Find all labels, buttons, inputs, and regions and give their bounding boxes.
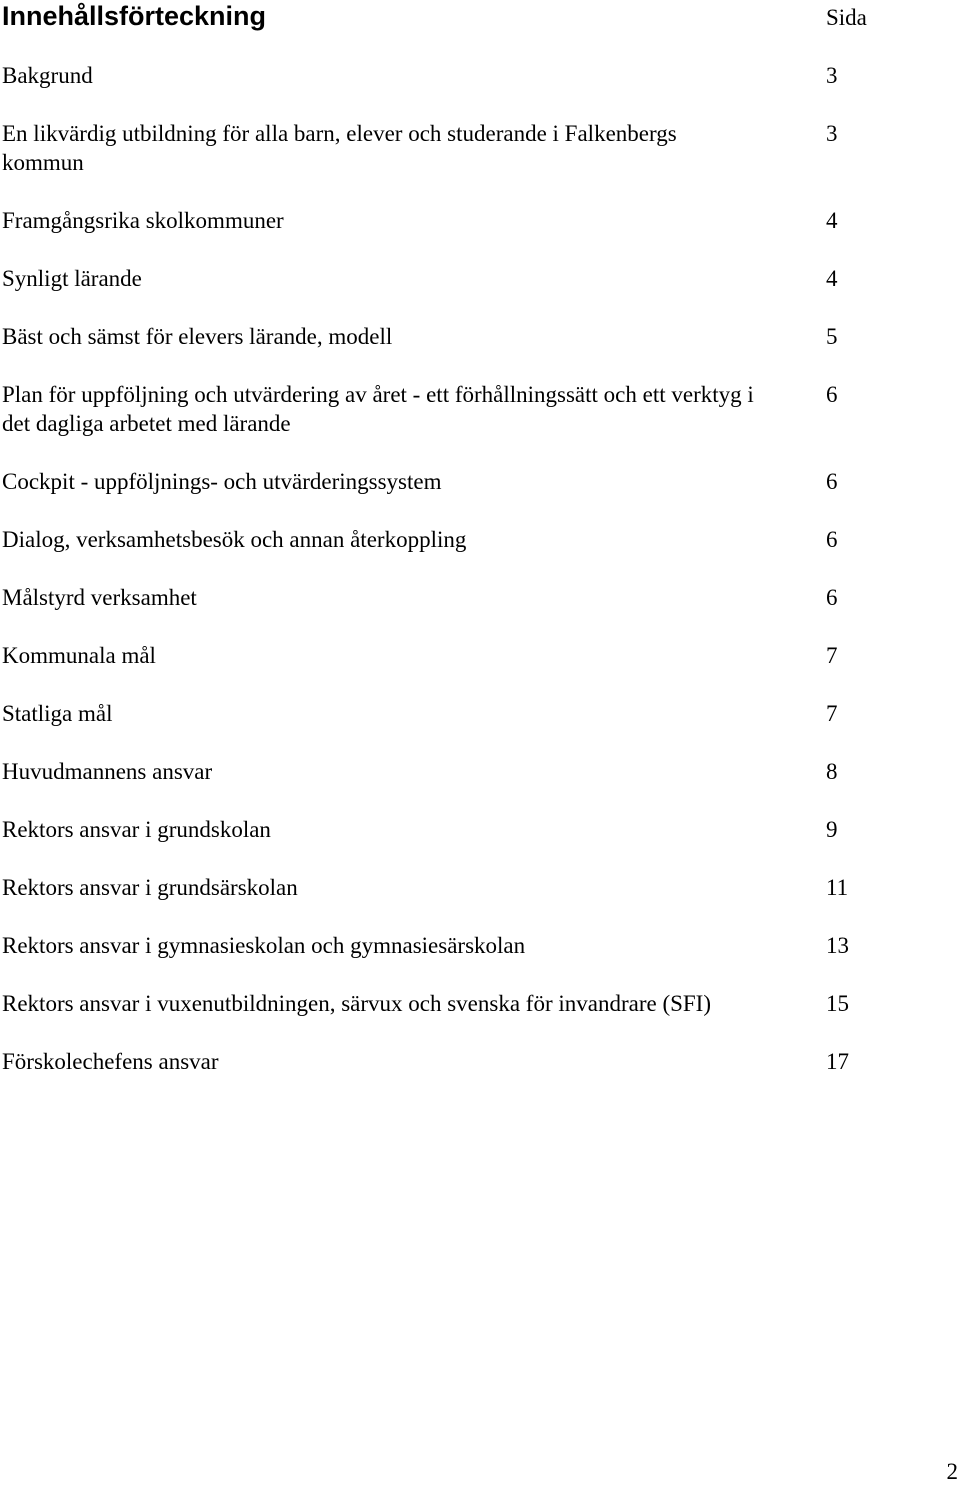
toc-entry-title: Plan för uppföljning och utvärdering av året - ett förhållningssätt och ett verktyg i det dagliga arbetet med lärande (2, 382, 754, 436)
toc-entry-page: 6 (826, 469, 838, 494)
toc-entry[interactable] (2, 206, 932, 235)
document-title: Innehållsförteckning (2, 1, 267, 31)
toc-entry-title: Rektors ansvar i grundsärskolan (2, 875, 298, 900)
toc-entry-page: 7 (826, 701, 838, 726)
toc-entry[interactable] (2, 989, 932, 1018)
toc-entry[interactable] (2, 641, 932, 670)
toc-entry[interactable] (2, 1047, 932, 1076)
toc-entry[interactable] (2, 815, 932, 844)
toc-entry[interactable] (2, 264, 932, 293)
toc-entry-title: Kommunala mål (2, 643, 156, 668)
toc-entry-page: 3 (826, 121, 838, 146)
toc-entry[interactable] (2, 931, 932, 960)
toc-entry-title: Cockpit - uppföljnings- och utvärderingssystem (2, 469, 442, 494)
toc-entry-title: Rektors ansvar i gymnasieskolan och gymnasiesärskolan (2, 933, 526, 958)
toc-entry-title: Målstyrd verksamhet (2, 585, 197, 610)
toc-entry[interactable] (2, 322, 932, 351)
toc-entry-page: 11 (826, 875, 849, 900)
toc-entry-page: 6 (826, 382, 838, 407)
toc-entry-title: Synligt lärande (2, 266, 142, 291)
toc-entry-page: 15 (826, 991, 849, 1016)
toc-entry-page: 7 (826, 643, 838, 668)
toc-entry[interactable] (2, 583, 932, 612)
toc-entry-page: 13 (826, 933, 849, 958)
toc-entry-page: 3 (826, 63, 838, 88)
toc-entry[interactable] (2, 380, 932, 438)
toc-entry-page: 4 (826, 208, 838, 233)
toc-entry[interactable] (2, 467, 932, 496)
toc-entry-page: 6 (826, 585, 838, 610)
toc-entry[interactable] (2, 525, 932, 554)
toc-entry-title: Rektors ansvar i grundskolan (2, 817, 271, 842)
toc-entry-page: 5 (826, 324, 838, 349)
toc-entry-title: En likvärdig utbildning för alla barn, elever och studerande i Falkenbergs kommun (2, 121, 677, 175)
table-of-contents (2, 61, 932, 1105)
toc-entry-page: 6 (826, 527, 838, 552)
toc-entry[interactable] (2, 757, 932, 786)
toc-entry-title: Bakgrund (2, 63, 93, 88)
page-number: 2 (946, 1459, 958, 1484)
toc-entry-page: 9 (826, 817, 838, 842)
toc-entry[interactable] (2, 119, 932, 177)
toc-entry-title: Rektors ansvar i vuxenutbildningen, särvux och svenska för invandrare (SFI) (2, 991, 712, 1016)
toc-entry-title: Bäst och sämst för elevers lärande, modell (2, 324, 393, 349)
toc-entry-title: Statliga mål (2, 701, 113, 726)
toc-entry[interactable] (2, 699, 932, 728)
page-column-header: Sida (826, 5, 867, 30)
toc-entry[interactable] (2, 873, 932, 902)
toc-entry[interactable] (2, 61, 932, 90)
toc-entry-title: Huvudmannens ansvar (2, 759, 213, 784)
toc-entry-title: Förskolechefens ansvar (2, 1049, 219, 1074)
toc-entry-title: Framgångsrika skolkommuner (2, 208, 284, 233)
toc-entry-page: 17 (826, 1049, 849, 1074)
toc-entry-title: Dialog, verksamhetsbesök och annan återkoppling (2, 527, 467, 552)
toc-entry-page: 8 (826, 759, 838, 784)
toc-entry-page: 4 (826, 266, 838, 291)
